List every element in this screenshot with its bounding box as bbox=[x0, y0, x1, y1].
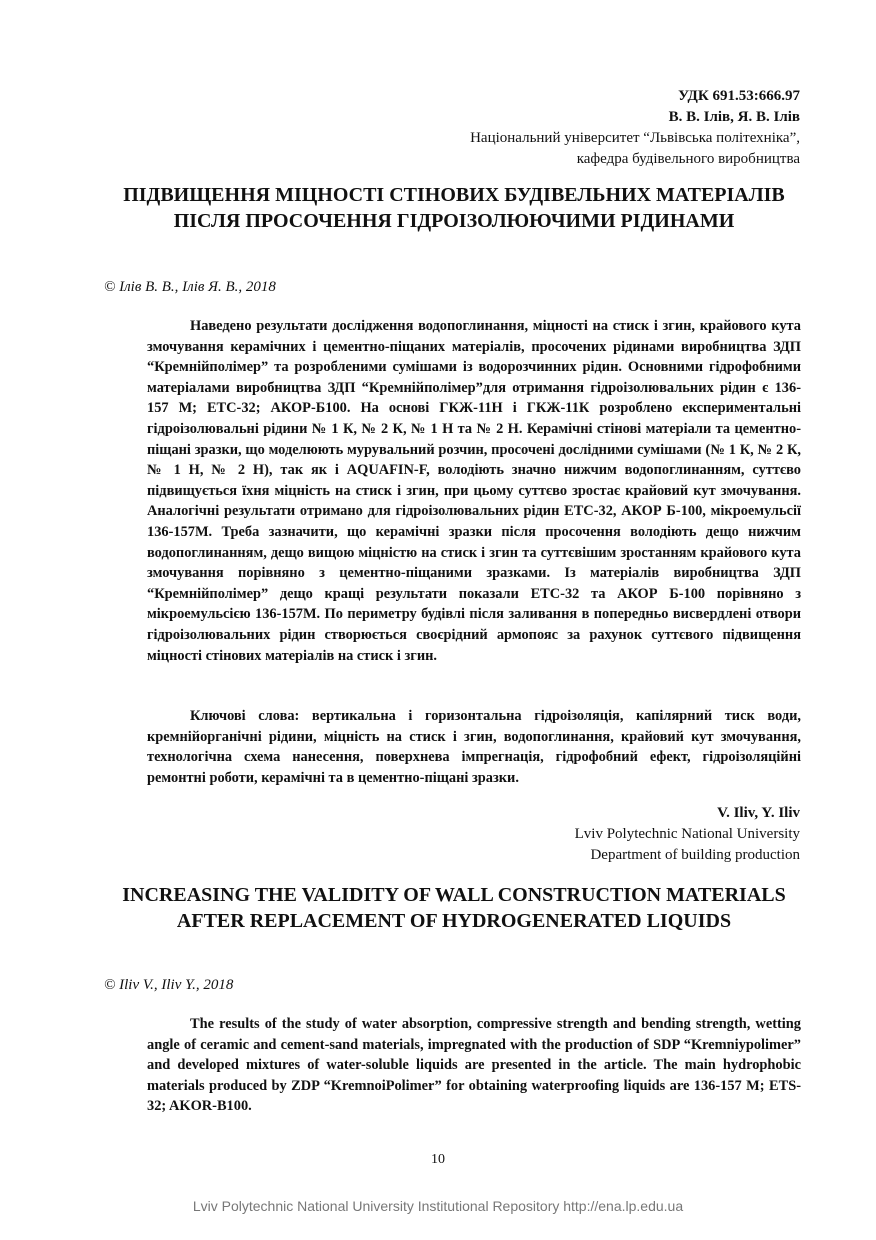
affiliation-ua-line1: Національний університет “Львівська політехніка”, bbox=[470, 130, 800, 146]
copyright-en: © Iliv V., Iliv Y., 2018 bbox=[104, 977, 234, 993]
affiliation-ua-line2: кафедра будівельного виробництва bbox=[576, 151, 800, 167]
affiliation-en-line2: Department of building production bbox=[590, 847, 800, 863]
authors-ua: В. В. Ілів, Я. В. Ілів bbox=[668, 109, 800, 125]
page-number: 10 bbox=[431, 1152, 445, 1167]
title-en: INCREASING THE VALIDITY OF WALL CONSTRUCTION MATERIALS AFTER REPLACEMENT OF HYDROGENERATED LIQUIDS bbox=[122, 884, 786, 932]
affiliation-en-line1: Lviv Polytechnic National University bbox=[574, 826, 800, 842]
udc-code: УДК 691.53:666.97 bbox=[678, 88, 800, 104]
keywords-ua: Ключові слова: вертикальна і горизонтальна гідроізоляція, капілярний тиск води, кремнійорганічні рідини, міцність на стиск і згин, водопоглинання, крайовий кут змочування, технологічна схема нанесення, поверхнева імпрегнація, гідрофобний ефект, гідроізоляційні ремонтні роботи, керамічні та в цементно-піщані зразки. bbox=[147, 708, 801, 786]
copyright-ua: © Ілів В. В., Ілів Я. В., 2018 bbox=[104, 279, 276, 295]
abstract-en: The results of the study of water absorption, compressive strength and bending strength, wetting angle of ceramic and cement-sand materials, impregnated with the production of SDP “Kremniypolimer” and developed mixtures of water-soluble liquids are presented in the article. The main hydrophobic materials produced by ZDP “KremnoiPolimer” for obtaining waterproofing liquids are 136-157 M; ETS-32; AKOR-B100. bbox=[147, 1016, 801, 1115]
authors-en: V. Iliv, Y. Iliv bbox=[717, 805, 800, 821]
repository-footer: Lviv Polytechnic National University Institutional Repository http://ena.lp.edu.ua bbox=[192, 1198, 684, 1214]
title-ua: ПІДВИЩЕННЯ МІЦНОСТІ СТІНОВИХ БУДІВЕЛЬНИХ МАТЕРІАЛІВ ПІСЛЯ ПРОСОЧЕННЯ ГІДРОІЗОЛЮЮЧИМИ РІДИНАМИ bbox=[123, 184, 785, 232]
abstract-ua: Наведено результати дослідження водопоглинання, міцності на стиск і згин, крайового кута змочування керамічних і цементно-піщаних матеріалів, просочених рідинами виробництва ЗДП “Кремнійполімер” та розробленими сумішами із водорозчинних рідин. Основними гідрофобними матеріалами виробництва ЗДП “Кремнійполімер”для отримання гідроізолювальних рідин є 136-157 М; ЕТС-32; АКОР-Б100. На основі ГКЖ-11Н і ГКЖ-11К розроблено експериментальні гідроізолювальні рідини № 1 К, № 2 К, № 1 Н та № 2 Н. Керамічні стінові матеріали та цементно-піщані зразки, що моделюють мурувальний розчин, просочені дослідними сумішами (№ 1 К, № 2 К, № 1 Н, № 2 Н), так як і AQUAFIN-F, володіють значно нижчим водопоглинанням, суттєво підвищується їхня міцність на стиск і згин, при цьому суттєво зростає крайовий кут змочування. Аналогічні результати отримано для гідроізолювальних рідин ЕТС-32, АКОР Б-100, мікроемульсії 136-157М. Треба зазначити, що керамічні зразки після просочення володіють дещо нижчим водопоглинанням, дещо вищою міцністю на стиск і згин та суттєвішим зростанням крайового кута змочування порівняно з цементно-піщаними зразками. Із матеріалів виробництва ЗДП “Кремнійполімер” дещо кращі результати показали ЕТС-32 та АКОР Б-100 порівняно з мікроемульсією 136-157М. По периметру будівлі після заливання в попередньо висвердлені отвори гідроізолювальних рідин створюється своєрідний армопояс за рахунок суттєвого підвищення міцності стінових матеріалів на стиск і згин. bbox=[147, 318, 801, 664]
